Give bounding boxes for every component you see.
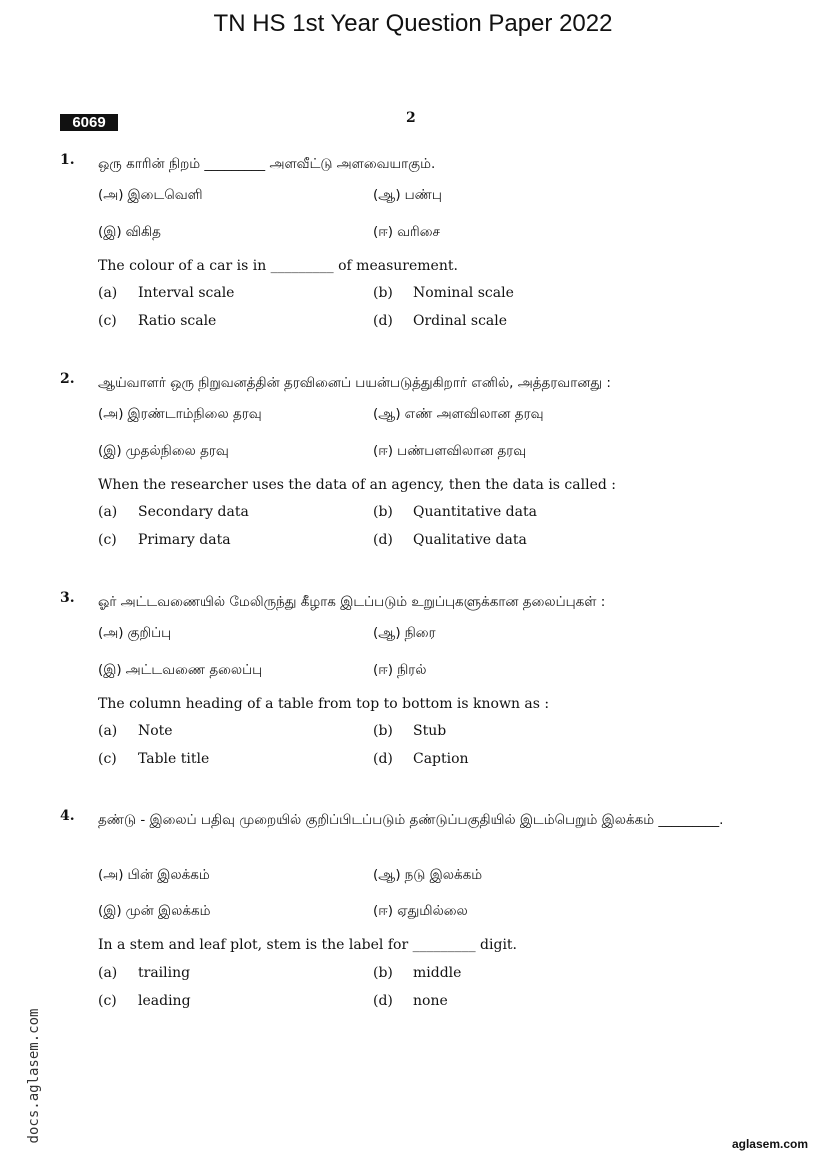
option-text: trailing [138,965,191,981]
tamil-option-a [98,623,171,643]
question-number: 1. [60,152,75,168]
option-text: Primary data [138,532,231,548]
english-option-c [98,530,231,550]
option-text: அட்டவணை தலைப்பு [125,662,263,678]
tamil-question-text: தண்டு - இலைப் பதிவு முறையில் குறிப்பிடப்படும் தண்டுப்பகுதியில் இடம்பெறும் இலக்கம் _________. [98,812,724,828]
english-question-text: The column heading of a table from top to bottom is known as : [98,696,550,712]
tamil-option-c [98,660,262,680]
option-label: (ஈ) [373,903,394,919]
tamil-option-b [373,185,442,205]
option-label: (a) [98,723,118,739]
english-question-text: The colour of a car is in _________ of measurement. [98,258,458,274]
option-label: (d) [373,532,393,548]
option-text: Caption [413,751,469,767]
tamil-option-b [373,623,436,643]
option-label: (b) [373,723,393,739]
option-text: Interval scale [138,285,235,301]
tamil-option-b [373,865,482,885]
tamil-question-text: ஓர் அட்டவணையில் மேலிருந்து கீழாக இடப்படும் உறுப்புகளுக்கான தலைப்புகள் : [98,594,606,610]
option-text: நிரை [404,625,436,641]
tamil-option-a [98,185,203,205]
option-text: Ratio scale [138,313,217,329]
option-text: Stub [413,723,447,739]
english-option-d [373,530,527,550]
option-label: (c) [98,532,117,548]
option-text: வரிசை [397,224,440,240]
tamil-option-c [98,441,229,461]
option-text: விகித [125,224,161,240]
option-label: (b) [373,504,393,520]
english-option-b [373,963,461,983]
option-label: (d) [373,751,393,767]
page-number: 2 [406,110,416,126]
option-label: (ஈ) [373,443,394,459]
option-text: இடைவெளி [127,187,203,203]
option-label: (அ) [98,187,124,203]
english-option-b [373,502,537,522]
option-label: (b) [373,285,393,301]
option-text: இரண்டாம்நிலை தரவு [127,406,262,422]
question-number: 2. [60,371,75,387]
option-label: (இ) [98,443,122,459]
tamil-question-text: ஆய்வாளர் ஒரு நிறுவனத்தின் தரவினைப் பயன்படுத்துகிறார் எனில், அத்தரவானது : [98,375,611,391]
option-text: முன் இலக்கம் [125,903,211,919]
option-text: குறிப்பு [127,625,172,641]
english-option-b [373,721,446,741]
english-option-d [373,749,469,769]
option-label: (b) [373,965,393,981]
option-label: (a) [98,285,118,301]
english-option-a [98,963,190,983]
paper-code-badge: 6069 [60,114,118,131]
option-label: (c) [98,993,117,1009]
option-text: none [413,993,448,1009]
question-number: 3. [60,590,75,606]
option-label: (அ) [98,867,124,883]
option-label: (இ) [98,662,122,678]
option-text: பின் இலக்கம் [127,867,210,883]
tamil-option-a [98,404,262,424]
tamil-option-c [98,222,161,242]
option-label: (இ) [98,903,122,919]
option-label: (d) [373,313,393,329]
english-option-a [98,283,234,303]
option-label: (ஆ) [373,867,401,883]
option-text: leading [138,993,191,1009]
option-text: Qualitative data [413,532,527,548]
option-text: Note [138,723,173,739]
english-option-c [98,991,191,1011]
side-watermark: docs.aglasem.com [26,1008,42,1144]
tamil-option-b [373,404,544,424]
option-label: (c) [98,751,117,767]
english-question-text: In a stem and leaf plot, stem is the label for _________ digit. [98,937,517,953]
english-option-a [98,502,249,522]
option-text: Nominal scale [413,285,514,301]
option-text: Ordinal scale [413,313,508,329]
english-option-a [98,721,173,741]
option-text: middle [413,965,462,981]
option-text: நடு இலக்கம் [404,867,483,883]
tamil-option-d [373,222,440,242]
option-label: (ஈ) [373,224,394,240]
footer-site-link[interactable]: aglasem.com [731,1137,808,1151]
tamil-option-d [373,441,526,461]
question-number: 4. [60,808,75,824]
option-label: (d) [373,993,393,1009]
tamil-option-d [373,901,468,921]
option-text: பண்பு [404,187,442,203]
english-question-text: When the researcher uses the data of an agency, then the data is called : [98,477,616,493]
option-text: பண்பளவிலான தரவு [397,443,527,459]
english-option-c [98,749,209,769]
option-text: நிரல் [397,662,427,678]
option-label: (ஆ) [373,406,401,422]
option-text: ஏதுமில்லை [397,903,468,919]
option-text: Quantitative data [413,504,537,520]
tamil-question-text: ஒரு காரின் நிறம் _________ அளவீட்டு அளவையாகும். [98,156,436,172]
tamil-option-c [98,901,211,921]
option-label: (a) [98,965,118,981]
option-label: (ஆ) [373,625,401,641]
option-label: (a) [98,504,118,520]
option-text: Table title [138,751,210,767]
option-label: (ஆ) [373,187,401,203]
option-label: (அ) [98,406,124,422]
tamil-option-d [373,660,426,680]
option-label: (ஈ) [373,662,394,678]
english-option-c [98,311,216,331]
tamil-option-a [98,865,210,885]
english-option-d [373,991,448,1011]
option-label: (c) [98,313,117,329]
english-option-b [373,283,514,303]
page-banner-title: TN HS 1st Year Question Paper 2022 [213,10,613,37]
option-label: (அ) [98,625,124,641]
option-text: Secondary data [138,504,249,520]
option-label: (இ) [98,224,122,240]
english-option-d [373,311,507,331]
option-text: எண் அளவிலான தரவு [404,406,544,422]
option-text: முதல்நிலை தரவு [125,443,229,459]
